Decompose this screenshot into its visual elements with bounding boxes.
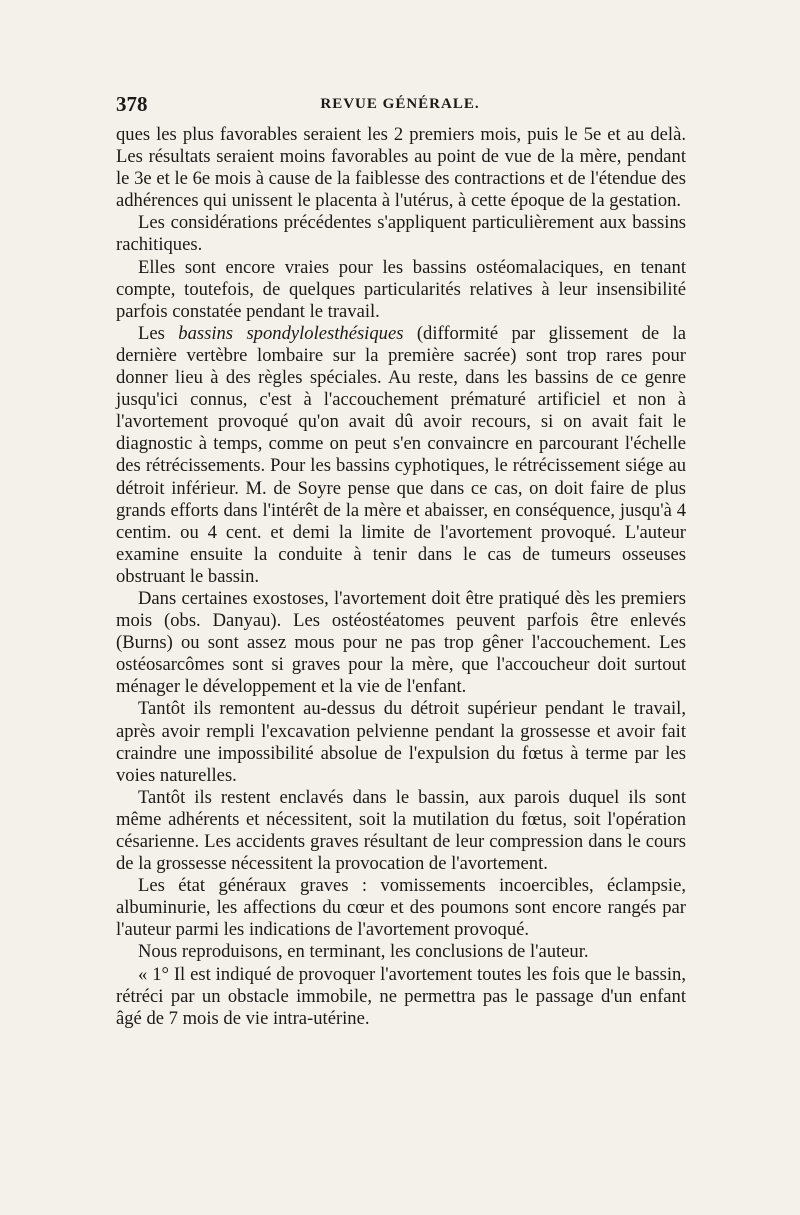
body-text	[116, 124, 686, 1030]
paragraph-8: Les état généraux graves : vomissements incoercibles, éclampsie, albuminurie, les affections du cœur et des poumons sont encore rangés par l'auteur parmi les indications de l'avortement provoqué.	[116, 875, 686, 941]
page-number: 378	[116, 92, 148, 116]
running-title: REVUE GÉNÉRALE.	[320, 96, 480, 112]
paragraph-9: Nous reproduisons, en terminant, les conclusions de l'auteur.	[138, 941, 589, 963]
paragraph-4-lead: Les	[138, 322, 179, 344]
paragraph-2: Les considérations précédentes s'appliquent particulièrement aux bassins rachitiques.	[116, 212, 686, 256]
paragraph-1: ques les plus favorables seraient les 2 premiers mois, puis le 5e et au delà. Les résultats seraient moins favorables au point de vue de la mère, pendant le 3e et le 6e mois à cause de la faiblesse des contractions et de l'étendue des adhérences qui unissent le placenta à l'utérus, à cette époque de la gestation.	[116, 124, 686, 212]
paragraph-6: Tantôt ils remontent au-dessus du détroit supérieur pendant le travail, après avoir rempli l'excavation pelvienne pendant la grossesse et avoir fait craindre une impossibilité absolue de l'expulsion du fœtus à terme par les voies naturelles.	[116, 698, 686, 786]
paragraph-4-italic-term: bassins spondylolesthésiques	[178, 322, 404, 344]
paragraph-5: Dans certaines exostoses, l'avortement doit être pratiqué dès les premiers mois (obs. Danyau). Les ostéostéatomes peuvent parfois être enlevés (Burns) ou sont assez mous pour ne pas trop gêner l'accouchement. Les ostéosarcômes sont si graves pour la mère, que l'accoucheur doit surtout ménager le développement et la vie de l'enfant.	[116, 587, 686, 698]
paragraph-4-rest: (difformité par glissement de la dernière vertèbre lombaire sur la première sacrée) sont trop rares pour donner lieu à des règles spéciales. Au reste, dans les bassins de ce genre jusqu'ici connus, c'est à l'accouchement prématuré artificiel et non à l'avortement provoqué qu'on avait dû avoir recours, si on avait fait le diagnostic à temps, comme on peut s'en convaincre en parcourant l'échelle des rétrécissements. Pour les bassins cyphotiques, le rétrécissement siége au détroit inférieur. M. de Soyre pense que dans ce cas, on doit faire de plus grands efforts dans l'intérêt de la mère et abaisser, en conséquence, jusqu'à 4 centim. ou 4 cent. et demi la limite de l'avortement provoqué. L'auteur examine ensuite la conduite à tenir dans le cas de tumeurs osseuses obstruant le bassin.	[116, 322, 686, 587]
paragraph-7: Tantôt ils restent enclavés dans le bassin, aux parois duquel ils sont même adhérents et nécessitent, soit la mutilation du fœtus, soit l'opération césarienne. Les accidents graves résultant de leur compression dans le cours de la grossesse nécessitent la provocation de l'avortement.	[116, 786, 686, 875]
paragraph-10: « 1° Il est indiqué de provoquer l'avortement toutes les fois que le bassin, rétréci par un obstacle immobile, ne permettra pas le passage d'un enfant âgé de 7 mois de vie intra-utérine.	[116, 963, 686, 1029]
paragraph-4	[116, 323, 686, 588]
paragraph-3: Elles sont encore vraies pour les bassins ostéomalaciques, en tenant compte, toutefois, de quelques particularités relatives à leur insensibilité parfois constatée pendant le travail.	[116, 256, 686, 322]
page-header	[116, 92, 684, 122]
